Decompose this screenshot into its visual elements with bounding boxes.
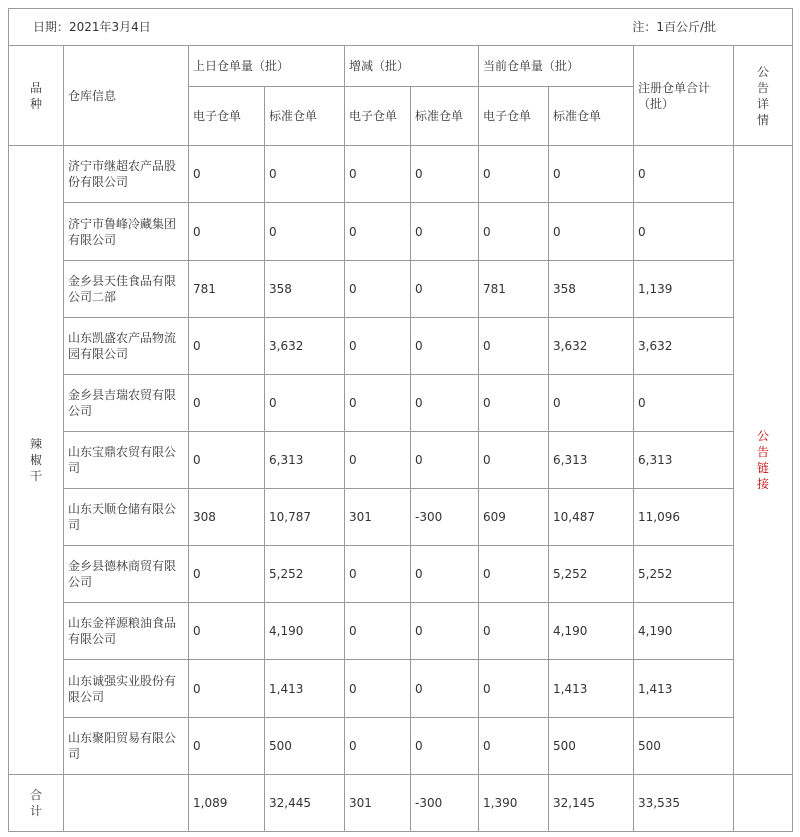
cell-prev-e: 308 bbox=[189, 489, 265, 546]
cell-cur-s: 10,487 bbox=[549, 489, 634, 546]
cell-total: 500 bbox=[634, 717, 734, 774]
cell-prev-e: 0 bbox=[189, 546, 265, 603]
header-row bbox=[9, 46, 793, 87]
total-prev-s: 32,445 bbox=[265, 774, 345, 831]
total-cur-e: 1,390 bbox=[479, 774, 549, 831]
cell-cur-e: 0 bbox=[479, 317, 549, 374]
cell-prev-e: 0 bbox=[189, 317, 265, 374]
warehouse-name: 山东诚强实业股份有限公司 bbox=[64, 660, 189, 717]
cell-prev-s: 5,252 bbox=[265, 546, 345, 603]
prev-standard-header: 标准仓单 bbox=[265, 87, 345, 146]
table-row bbox=[9, 260, 793, 317]
cell-cur-e: 0 bbox=[479, 546, 549, 603]
cell-prev-e: 0 bbox=[189, 203, 265, 260]
cell-total: 1,413 bbox=[634, 660, 734, 717]
cell-prev-s: 3,632 bbox=[265, 317, 345, 374]
warehouse-header: 仓库信息 bbox=[64, 46, 189, 146]
cell-chg-e: 0 bbox=[345, 260, 411, 317]
cell-cur-e: 0 bbox=[479, 717, 549, 774]
cell-prev-s: 6,313 bbox=[265, 431, 345, 488]
prev-electronic-header: 电子仓单 bbox=[189, 87, 265, 146]
cell-cur-s: 4,190 bbox=[549, 603, 634, 660]
cell-chg-s: 0 bbox=[411, 146, 479, 203]
cell-chg-s: 0 bbox=[411, 660, 479, 717]
cell-chg-e: 301 bbox=[345, 489, 411, 546]
warehouse-name: 金乡县德林商贸有限公司 bbox=[64, 546, 189, 603]
cell-prev-e: 0 bbox=[189, 146, 265, 203]
cell-cur-s: 1,413 bbox=[549, 660, 634, 717]
current-standard-header: 标准仓单 bbox=[549, 87, 634, 146]
cell-chg-s: 0 bbox=[411, 546, 479, 603]
cell-cur-e: 0 bbox=[479, 660, 549, 717]
total-total: 33,535 bbox=[634, 774, 734, 831]
cell-prev-s: 1,413 bbox=[265, 660, 345, 717]
cell-cur-e: 0 bbox=[479, 431, 549, 488]
cell-cur-e: 0 bbox=[479, 146, 549, 203]
cell-chg-s: 0 bbox=[411, 317, 479, 374]
unit-note: 注：1百公斤/批 bbox=[632, 20, 716, 35]
cell-chg-s: 0 bbox=[411, 603, 479, 660]
total-label: 合计 bbox=[9, 774, 64, 831]
total-chg-e: 301 bbox=[345, 774, 411, 831]
cell-cur-s: 0 bbox=[549, 374, 634, 431]
cell-chg-e: 0 bbox=[345, 374, 411, 431]
cell-cur-e: 0 bbox=[479, 374, 549, 431]
cell-total: 6,313 bbox=[634, 431, 734, 488]
notice-header: 公告详情 bbox=[734, 46, 793, 146]
warehouse-name: 山东宝鼎农贸有限公司 bbox=[64, 431, 189, 488]
cell-chg-e: 0 bbox=[345, 203, 411, 260]
cell-chg-e: 0 bbox=[345, 317, 411, 374]
cell-chg-e: 0 bbox=[345, 660, 411, 717]
table-row bbox=[9, 603, 793, 660]
cell-chg-s: 0 bbox=[411, 203, 479, 260]
change-header: 增减（批） bbox=[345, 46, 479, 87]
warehouse-name: 山东凯盛农产品物流园有限公司 bbox=[64, 317, 189, 374]
cell-prev-e: 781 bbox=[189, 260, 265, 317]
variety-header: 品种 bbox=[9, 46, 64, 146]
cell-total: 0 bbox=[634, 146, 734, 203]
warehouse-name: 济宁市鲁峰冷藏集团有限公司 bbox=[64, 203, 189, 260]
cell-cur-s: 5,252 bbox=[549, 546, 634, 603]
cell-cur-s: 6,313 bbox=[549, 431, 634, 488]
cell-prev-s: 0 bbox=[265, 146, 345, 203]
warehouse-name: 金乡县天佳食品有限公司二部 bbox=[64, 260, 189, 317]
total-chg-s: -300 bbox=[411, 774, 479, 831]
cell-prev-e: 0 bbox=[189, 717, 265, 774]
cell-prev-e: 0 bbox=[189, 660, 265, 717]
cell-total: 1,139 bbox=[634, 260, 734, 317]
report-date: 日期：2021年3月4日 bbox=[33, 20, 151, 35]
total-notice-blank bbox=[734, 774, 793, 831]
cell-prev-s: 358 bbox=[265, 260, 345, 317]
registered-header: 注册仓单合计（批） bbox=[634, 46, 734, 146]
warehouse-name: 山东金祥源粮油食品有限公司 bbox=[64, 603, 189, 660]
cell-prev-s: 0 bbox=[265, 203, 345, 260]
warehouse-name: 济宁市继超农产品股份有限公司 bbox=[64, 146, 189, 203]
table-row bbox=[9, 146, 793, 203]
cell-prev-s: 10,787 bbox=[265, 489, 345, 546]
table-row bbox=[9, 717, 793, 774]
warehouse-name: 山东天顺仓储有限公司 bbox=[64, 489, 189, 546]
variety-name: 辣椒干 bbox=[29, 437, 42, 483]
notice-cell bbox=[734, 146, 793, 774]
warehouse-name: 山东聚阳贸易有限公司 bbox=[64, 717, 189, 774]
cell-total: 4,190 bbox=[634, 603, 734, 660]
cell-prev-s: 4,190 bbox=[265, 603, 345, 660]
table-row bbox=[9, 546, 793, 603]
warehouse-name: 金乡县吉瑞农贸有限公司 bbox=[64, 374, 189, 431]
table-row bbox=[9, 317, 793, 374]
cell-chg-e: 0 bbox=[345, 717, 411, 774]
cell-prev-e: 0 bbox=[189, 431, 265, 488]
total-row bbox=[9, 774, 793, 831]
table-row bbox=[9, 203, 793, 260]
cell-chg-s: -300 bbox=[411, 489, 479, 546]
cell-total: 3,632 bbox=[634, 317, 734, 374]
current-header: 当前仓单量（批） bbox=[479, 46, 634, 87]
cell-total: 11,096 bbox=[634, 489, 734, 546]
cell-cur-s: 500 bbox=[549, 717, 634, 774]
table-row bbox=[9, 374, 793, 431]
cell-cur-e: 609 bbox=[479, 489, 549, 546]
variety-cell bbox=[9, 146, 64, 774]
cell-chg-s: 0 bbox=[411, 431, 479, 488]
cell-chg-s: 0 bbox=[411, 374, 479, 431]
cell-chg-s: 0 bbox=[411, 260, 479, 317]
cell-cur-e: 781 bbox=[479, 260, 549, 317]
cell-cur-s: 3,632 bbox=[549, 317, 634, 374]
cell-cur-s: 0 bbox=[549, 146, 634, 203]
total-prev-e: 1,089 bbox=[189, 774, 265, 831]
total-warehouse-blank bbox=[64, 774, 189, 831]
change-standard-header: 标准仓单 bbox=[411, 87, 479, 146]
warehouse-receipt-table bbox=[8, 8, 793, 832]
cell-cur-s: 0 bbox=[549, 203, 634, 260]
cell-prev-e: 0 bbox=[189, 603, 265, 660]
notice-link[interactable]: 公告链接 bbox=[756, 429, 769, 491]
cell-total: 0 bbox=[634, 374, 734, 431]
cell-cur-e: 0 bbox=[479, 203, 549, 260]
table-row bbox=[9, 489, 793, 546]
cell-cur-e: 0 bbox=[479, 603, 549, 660]
cell-chg-e: 0 bbox=[345, 603, 411, 660]
cell-chg-s: 0 bbox=[411, 717, 479, 774]
report-header bbox=[9, 9, 793, 46]
cell-prev-s: 500 bbox=[265, 717, 345, 774]
cell-total: 0 bbox=[634, 203, 734, 260]
cell-prev-s: 0 bbox=[265, 374, 345, 431]
cell-chg-e: 0 bbox=[345, 146, 411, 203]
current-electronic-header: 电子仓单 bbox=[479, 87, 549, 146]
cell-total: 5,252 bbox=[634, 546, 734, 603]
total-cur-s: 32,145 bbox=[549, 774, 634, 831]
table-row bbox=[9, 431, 793, 488]
cell-chg-e: 0 bbox=[345, 431, 411, 488]
change-electronic-header: 电子仓单 bbox=[345, 87, 411, 146]
cell-prev-e: 0 bbox=[189, 374, 265, 431]
cell-chg-e: 0 bbox=[345, 546, 411, 603]
cell-cur-s: 358 bbox=[549, 260, 634, 317]
prev-header: 上日仓单量（批） bbox=[189, 46, 345, 87]
table-row bbox=[9, 660, 793, 717]
